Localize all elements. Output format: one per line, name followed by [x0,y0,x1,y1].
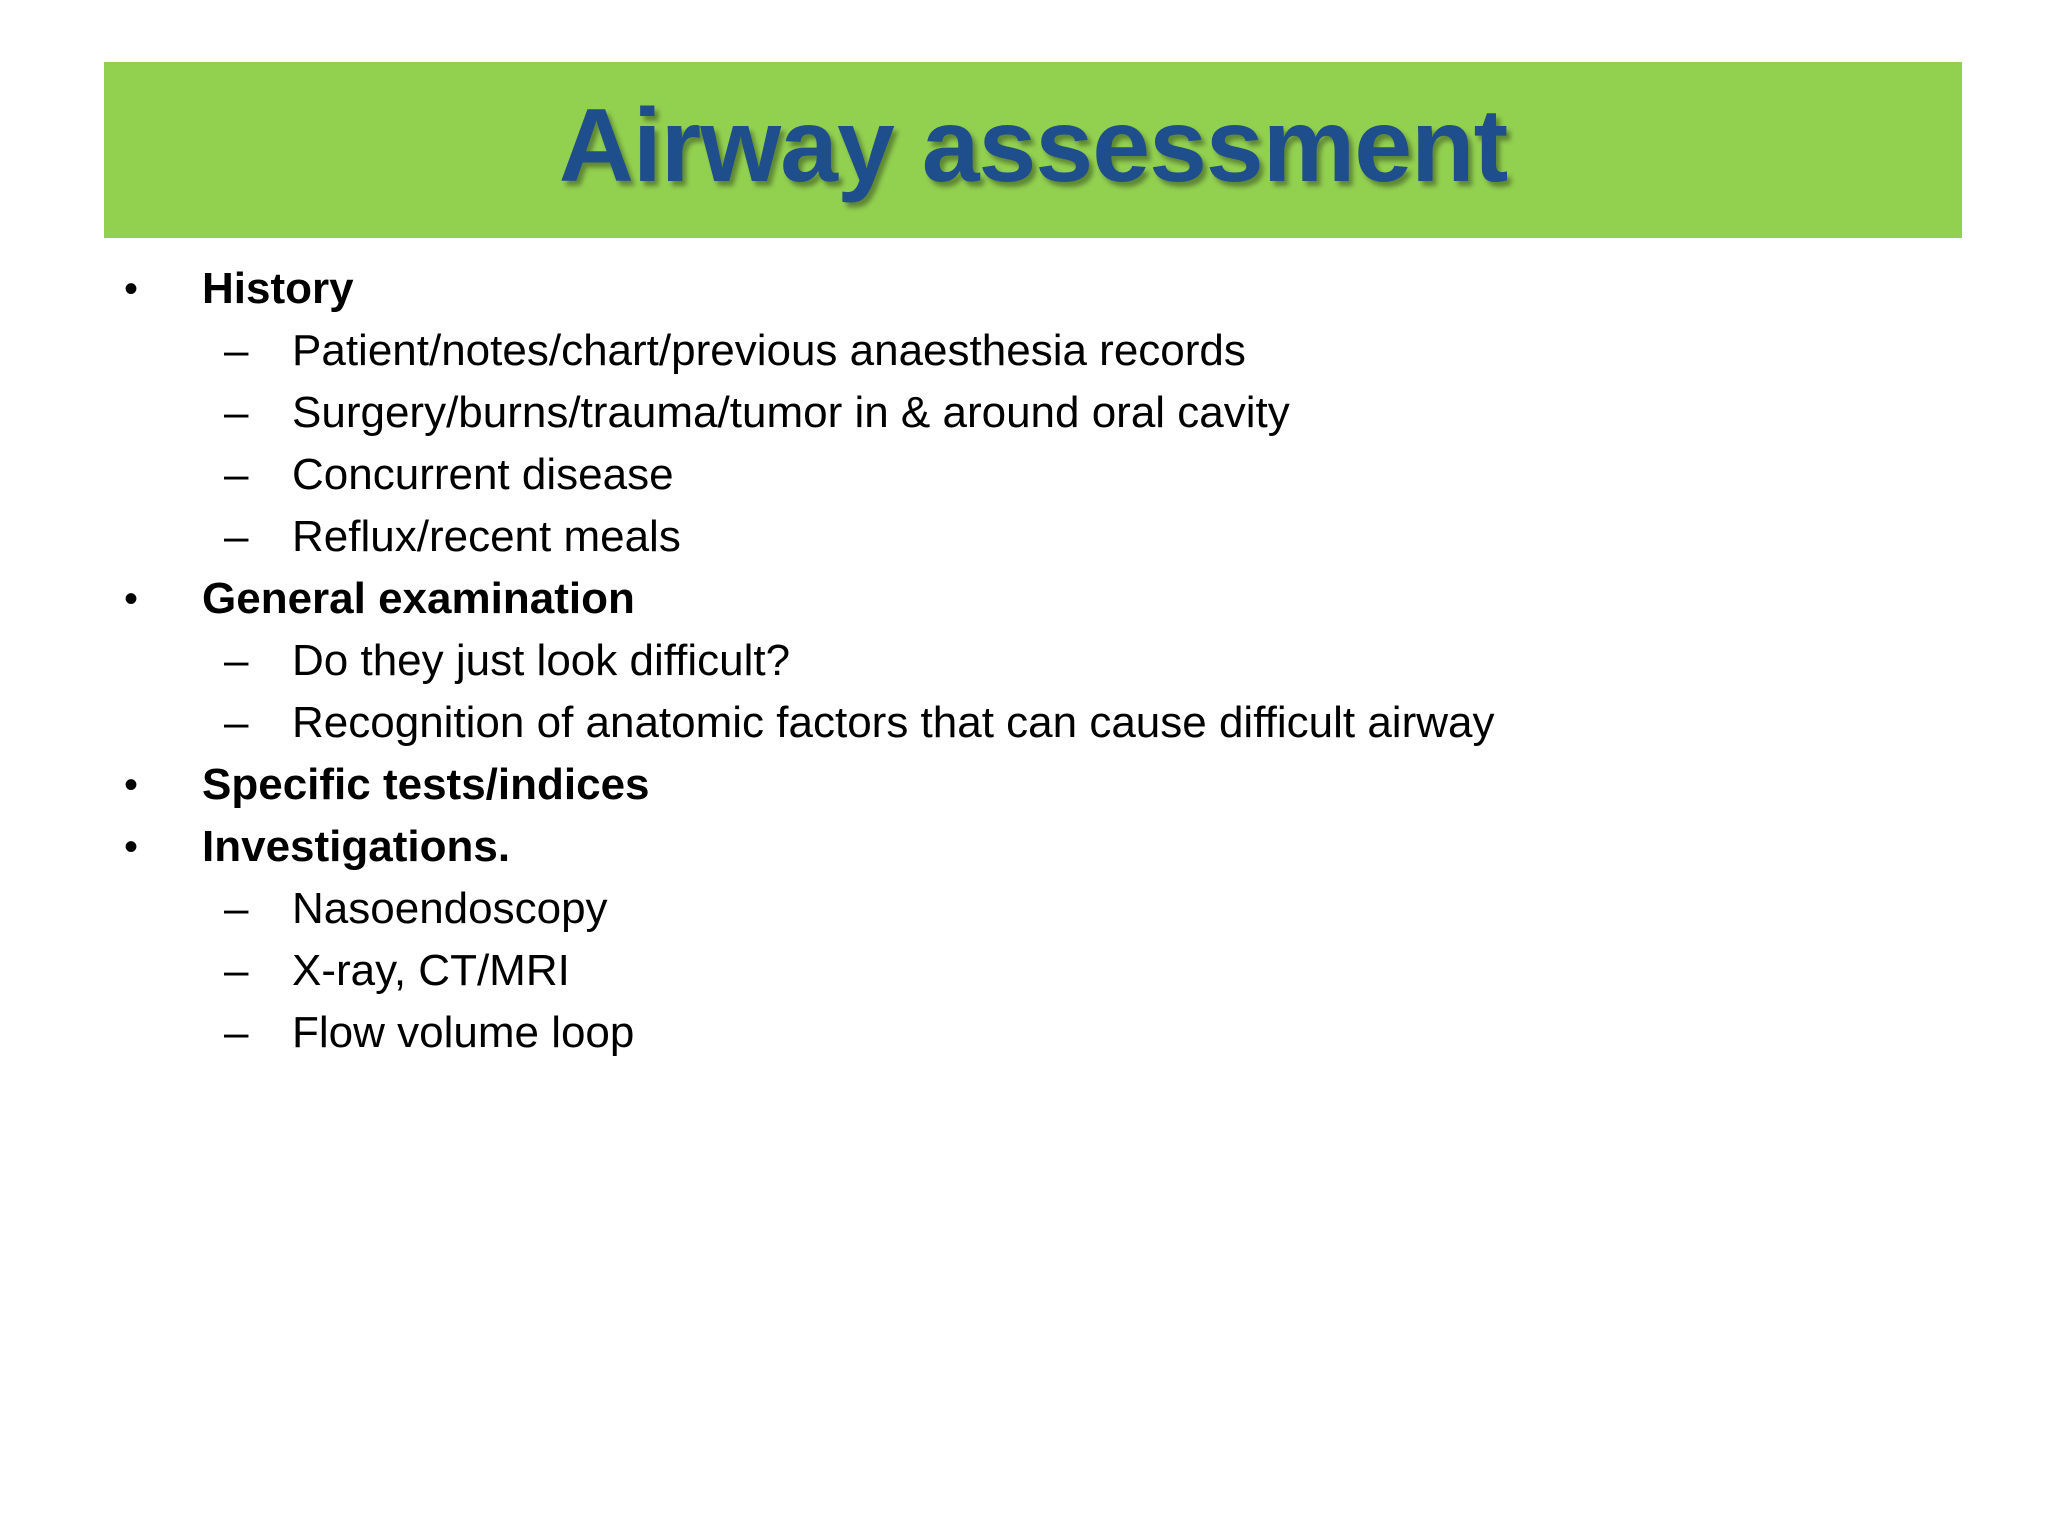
title-banner [104,62,1962,238]
sub-bullet-text: Flow volume loop [292,1008,635,1057]
dash-icon: – [224,450,249,499]
dash-icon: – [224,884,249,933]
bullet-heading: Investigations. [202,822,511,871]
sub-bullet-item [104,630,1904,692]
bullet-dot-icon: • [124,577,139,621]
bullet-item [104,754,1904,816]
sub-bullet-text: Nasoendoscopy [292,884,608,933]
bullet-heading: General examination [202,574,635,623]
dash-icon: – [224,388,249,437]
bullet-item [104,816,1904,878]
sub-bullet-item [104,692,1904,754]
dash-icon: – [224,512,249,561]
dash-icon: – [224,636,249,685]
bullet-dot-icon: • [124,267,139,311]
bullet-heading: History [202,264,354,313]
bullet-item [104,568,1904,630]
sub-bullet-item [104,444,1904,506]
bullet-item [104,258,1904,320]
sub-bullet-text: Surgery/burns/trauma/tumor in & around oral cavity [292,388,1290,437]
slide-title: Airway assessment [558,88,1508,204]
sub-bullet-text: Patient/notes/chart/previous anaesthesia records [292,326,1246,375]
sub-bullet-text: Concurrent disease [292,450,674,499]
dash-icon: – [224,946,249,995]
sub-bullet-text: X-ray, CT/MRI [292,946,570,995]
dash-icon: – [224,698,249,747]
sub-bullet-item [104,878,1904,940]
dash-icon: – [224,1008,249,1057]
sub-bullet-item [104,506,1904,568]
sub-bullet-text: Do they just look difficult? [292,636,791,685]
bullet-heading: Specific tests/indices [202,760,650,809]
sub-bullet-item [104,320,1904,382]
sub-bullet-item [104,382,1904,444]
sub-bullet-item [104,940,1904,1002]
bullet-list [104,258,1904,1064]
dash-icon: – [224,326,249,375]
sub-bullet-item [104,1002,1904,1064]
sub-bullet-text: Reflux/recent meals [292,512,681,561]
bullet-dot-icon: • [124,763,139,807]
sub-bullet-text: Recognition of anatomic factors that can cause difficult airway [292,698,1495,747]
bullet-dot-icon: • [124,825,139,869]
